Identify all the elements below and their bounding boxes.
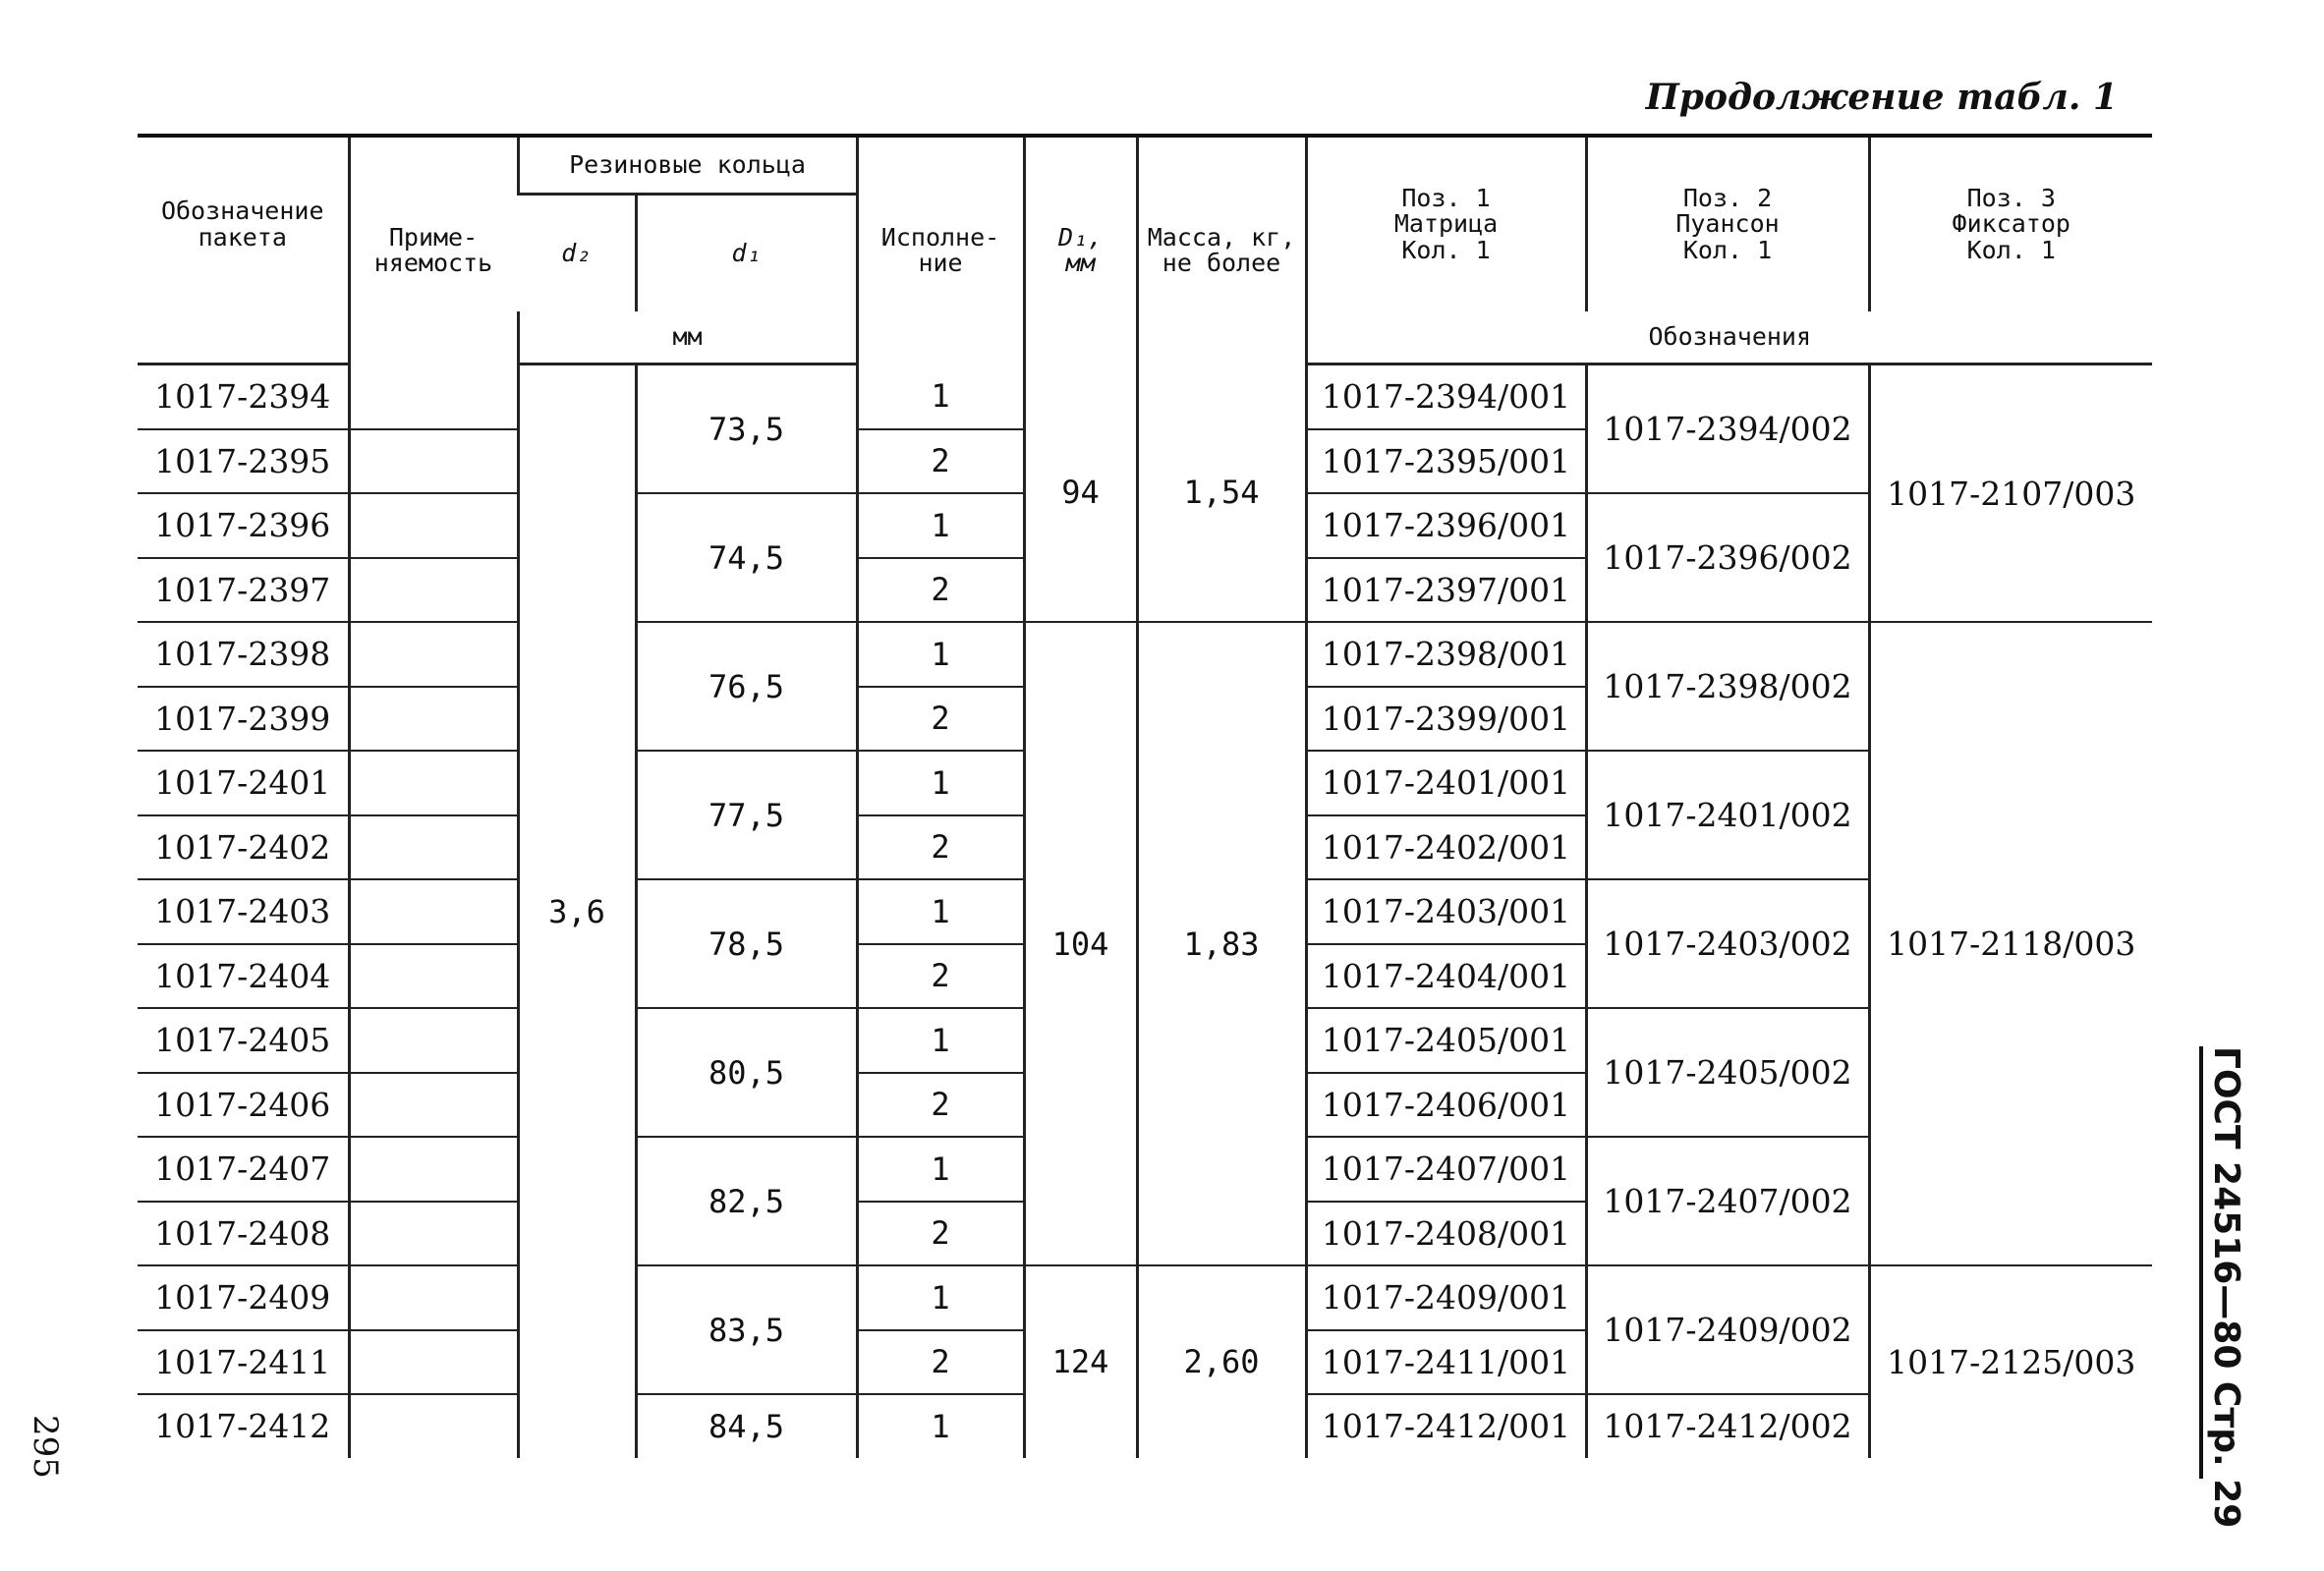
- package-code: 1017-2402: [138, 815, 349, 880]
- D1-value: 104: [1024, 622, 1137, 1265]
- table-row: [138, 1265, 2152, 1330]
- pos1-code: 1017-2401/001: [1306, 751, 1586, 815]
- pos1-code: 1017-2404/001: [1306, 944, 1586, 1009]
- version-cell: 1: [857, 622, 1024, 687]
- side-margin-label: [2199, 1046, 2246, 1529]
- d1-value: 77,5: [636, 751, 857, 879]
- table-caption: Продолжение табл. 1: [1645, 77, 2118, 118]
- applicability-cell: [349, 493, 518, 558]
- package-code: 1017-2404: [138, 944, 349, 1009]
- applicability-cell: [349, 944, 518, 1009]
- package-code: 1017-2397: [138, 558, 349, 623]
- version-cell: 1: [857, 1137, 1024, 1202]
- package-code: 1017-2399: [138, 687, 349, 752]
- version-cell: 1: [857, 1265, 1024, 1330]
- table-body: [138, 365, 2152, 1458]
- pos1-code: 1017-2405/001: [1306, 1008, 1586, 1073]
- package-code: 1017-2409: [138, 1265, 349, 1330]
- pos2-code: 1017-2401/002: [1586, 751, 1869, 879]
- pos2-code: 1017-2412/002: [1586, 1394, 1869, 1458]
- pos2-code: 1017-2409/002: [1586, 1265, 1869, 1394]
- pos2-code: 1017-2403/002: [1586, 879, 1869, 1008]
- header-rubber-rings: Резиновые кольца: [518, 136, 857, 195]
- d1-value: 74,5: [636, 493, 857, 622]
- d1-value: 78,5: [636, 879, 857, 1008]
- pos3-code: 1017-2125/003: [1869, 1265, 2152, 1458]
- d1-value: 82,5: [636, 1137, 857, 1265]
- pos2-code: 1017-2394/002: [1586, 365, 1869, 494]
- package-code: 1017-2396: [138, 493, 349, 558]
- version-cell: 2: [857, 687, 1024, 752]
- standard-page-label: ГОСТ 24516—80 Стр. 29: [2206, 1046, 2246, 1529]
- version-cell: 1: [857, 879, 1024, 944]
- d1-value: 84,5: [636, 1394, 857, 1458]
- applicability-cell: [349, 1202, 518, 1266]
- package-code: 1017-2398: [138, 622, 349, 687]
- table-header: [138, 136, 2152, 365]
- header-D1: D₁, мм: [1024, 136, 1137, 365]
- pos1-code: 1017-2397/001: [1306, 558, 1586, 623]
- D1-value: 124: [1024, 1265, 1137, 1458]
- pos1-code: 1017-2396/001: [1306, 493, 1586, 558]
- d1-value: 80,5: [636, 1008, 857, 1137]
- package-code: 1017-2405: [138, 1008, 349, 1073]
- header-designation: Обозначение пакета: [138, 136, 349, 311]
- applicability-cell: [349, 1394, 518, 1458]
- d2-value: 3,6: [518, 365, 636, 1458]
- header-designation-spacer: [138, 311, 349, 365]
- pos1-code: 1017-2409/001: [1306, 1265, 1586, 1330]
- version-cell: 2: [857, 944, 1024, 1009]
- applicability-cell: [349, 429, 518, 494]
- package-code: 1017-2408: [138, 1202, 349, 1266]
- applicability-cell: [349, 1073, 518, 1138]
- package-code: 1017-2406: [138, 1073, 349, 1138]
- pos3-code: 1017-2118/003: [1869, 622, 2152, 1265]
- package-code: 1017-2412: [154, 1407, 331, 1446]
- package-code: 1017-2394: [138, 365, 349, 429]
- applicability-cell: [349, 751, 518, 815]
- mass-value: 1,54: [1137, 365, 1306, 623]
- version-cell: 2: [857, 558, 1024, 623]
- table-row: [138, 365, 2152, 429]
- header-mm: мм: [518, 311, 857, 365]
- header-pos1: Поз. 1 Матрица Кол. 1: [1306, 136, 1586, 311]
- table-row: [138, 622, 2152, 687]
- package-code: 1017-2407: [138, 1137, 349, 1202]
- pos1-code: 1017-2408/001: [1306, 1202, 1586, 1266]
- header-d1: d₁: [636, 195, 857, 312]
- applicability-cell: [349, 1265, 518, 1330]
- package-code: 1017-2411: [138, 1330, 349, 1395]
- package-code: 1017-2395: [138, 429, 349, 494]
- applicability-cell: [349, 815, 518, 880]
- applicability-cell: [349, 879, 518, 944]
- version-cell: 1: [857, 365, 1024, 429]
- applicability-cell: [349, 622, 518, 687]
- applicability-cell: [349, 1008, 518, 1073]
- version-cell: 2: [857, 1073, 1024, 1138]
- version-cell: 2: [857, 1330, 1024, 1395]
- version-cell: 1: [857, 751, 1024, 815]
- pos2-code: 1017-2405/002: [1586, 1008, 1869, 1137]
- page-number: 295: [26, 1415, 65, 1479]
- header-d2: d₂: [561, 238, 592, 267]
- header-applicability: Приме- няемость: [349, 136, 518, 365]
- D1-value: 94: [1024, 365, 1137, 623]
- d1-value: 83,5: [636, 1265, 857, 1394]
- pos3-code: 1017-2107/003: [1869, 365, 2152, 623]
- version-cell: 2: [857, 815, 1024, 880]
- mass-value: 2,60: [1137, 1265, 1306, 1458]
- side-rule: [2199, 1046, 2203, 1479]
- pos1-code: 1017-2394/001: [1306, 365, 1586, 429]
- applicability-cell: [349, 1330, 518, 1395]
- version-cell: 1: [857, 1394, 1024, 1458]
- applicability-cell: [349, 365, 518, 429]
- version-cell: 2: [857, 429, 1024, 494]
- header-version: Исполне- ние: [857, 136, 1024, 365]
- applicability-cell: [349, 1137, 518, 1202]
- header-designations: Обозначения: [1306, 311, 2152, 365]
- pos1-code: 1017-2403/001: [1306, 879, 1586, 944]
- d1-value: 73,5: [636, 365, 857, 494]
- pos1-code: 1017-2411/001: [1306, 1330, 1586, 1395]
- mass-value: 1,83: [1137, 622, 1306, 1265]
- header-pos2: Поз. 2 Пуансон Кол. 1: [1586, 136, 1869, 311]
- pos2-code: 1017-2396/002: [1586, 493, 1869, 622]
- pos1-code: 1017-2407/001: [1306, 1137, 1586, 1202]
- package-code: 1017-2403: [138, 879, 349, 944]
- pos1-code: 1017-2402/001: [1306, 815, 1586, 880]
- pos1-code: 1017-2399/001: [1306, 687, 1586, 752]
- pos1-code: 1017-2412/001: [1306, 1394, 1586, 1458]
- applicability-cell: [349, 687, 518, 752]
- applicability-cell: [349, 558, 518, 623]
- d1-value: 76,5: [636, 622, 857, 751]
- pos2-code: 1017-2398/002: [1586, 622, 1869, 751]
- version-cell: 1: [857, 493, 1024, 558]
- version-cell: 1: [857, 1008, 1024, 1073]
- header-pos3: Поз. 3 Фиксатор Кол. 1: [1869, 136, 2152, 311]
- specification-table: [138, 134, 2152, 1458]
- version-cell: 2: [857, 1202, 1024, 1266]
- pos1-code: 1017-2406/001: [1306, 1073, 1586, 1138]
- package-code: 1017-2401: [138, 751, 349, 815]
- header-mass: Масса, кг, не более: [1137, 136, 1306, 365]
- pos1-code: 1017-2395/001: [1306, 429, 1586, 494]
- pos2-code: 1017-2407/002: [1586, 1137, 1869, 1265]
- pos1-code: 1017-2398/001: [1306, 622, 1586, 687]
